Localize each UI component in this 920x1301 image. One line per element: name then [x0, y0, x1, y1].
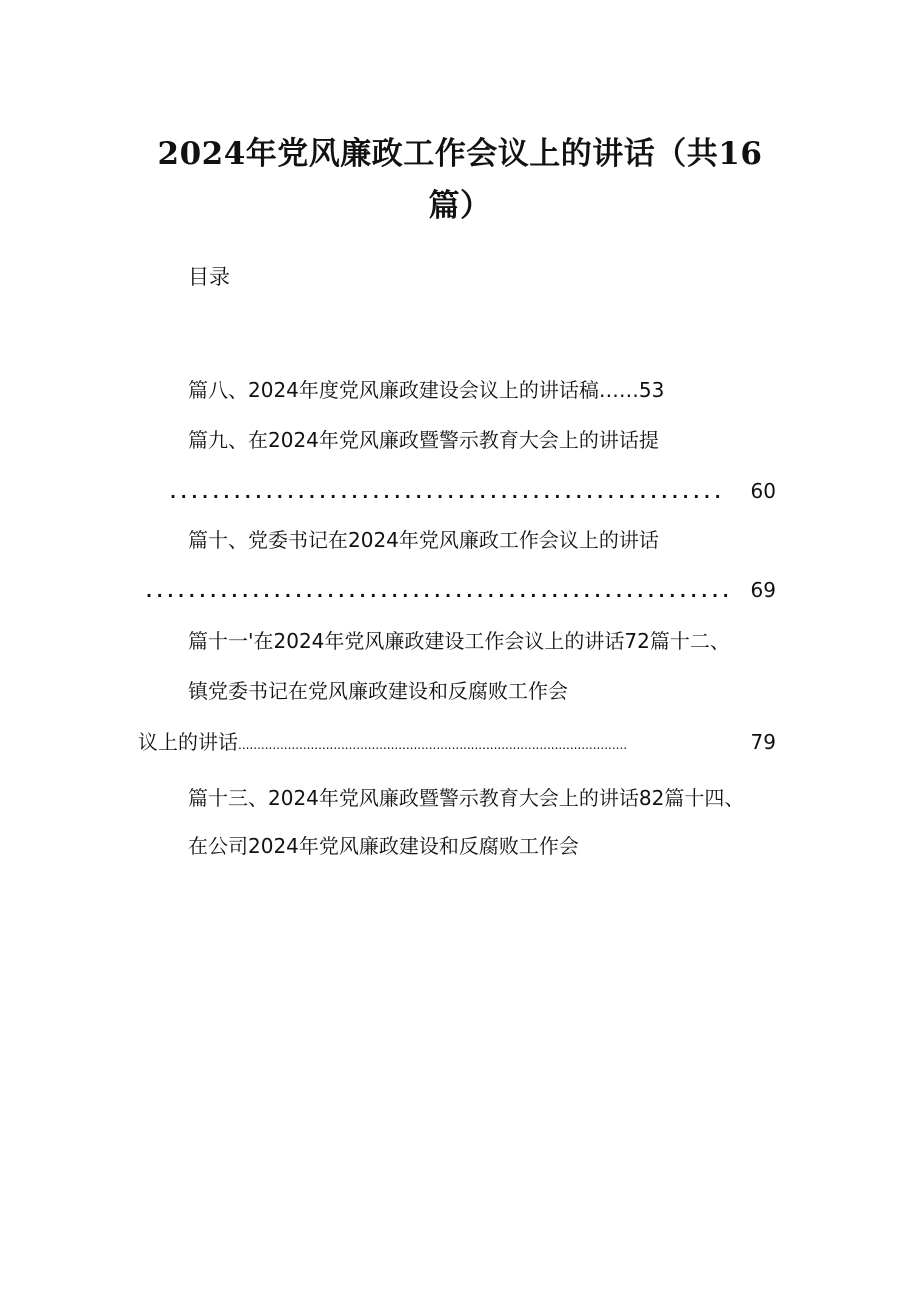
document-title-line-2: 篇）: [428, 188, 492, 224]
page-number: 79: [750, 730, 776, 754]
toc-entry-8[interactable]: 篇八、2024年度党风廉政建设会议上的讲话稿……53: [188, 378, 665, 402]
dot-leader: ....................................................: [170, 483, 726, 502]
toc-entry-9[interactable]: 篇九、在2024年党风廉政暨警示教育大会上的讲话提: [188, 428, 659, 452]
toc-entry-9-leader-row[interactable]: [170, 477, 776, 505]
toc-entry-12-tail: 议上的讲话: [138, 730, 238, 754]
toc-entry-13-14[interactable]: 篇十三、2024年党风廉政暨警示教育大会上的讲话82篇十四、: [188, 786, 745, 810]
toc-entry-14-continued[interactable]: 在公司2024年党风廉政建设和反腐败工作会: [188, 834, 579, 858]
dot-leader: ......................................................................................................: [238, 738, 628, 752]
dot-leader: .......................................................: [146, 582, 734, 601]
page-number: 60: [750, 479, 776, 503]
toc-entry-11-12[interactable]: 篇十一'在2024年党风廉政建设工作会议上的讲话72篇十二、: [188, 629, 730, 653]
document-title-line-1: 2024年党风廉政工作会议上的讲话（共16: [157, 136, 763, 172]
toc-entry-10-leader-row[interactable]: [146, 576, 776, 604]
toc-entry-12-continued[interactable]: 镇党委书记在党风廉政建设和反腐败工作会: [188, 679, 568, 703]
page-number: 69: [750, 578, 776, 602]
toc-entry-12-leader-row[interactable]: [138, 728, 776, 756]
toc-heading: 目录: [188, 265, 230, 289]
toc-entry-10[interactable]: 篇十、党委书记在2024年党风廉政工作会议上的讲话: [188, 528, 659, 552]
